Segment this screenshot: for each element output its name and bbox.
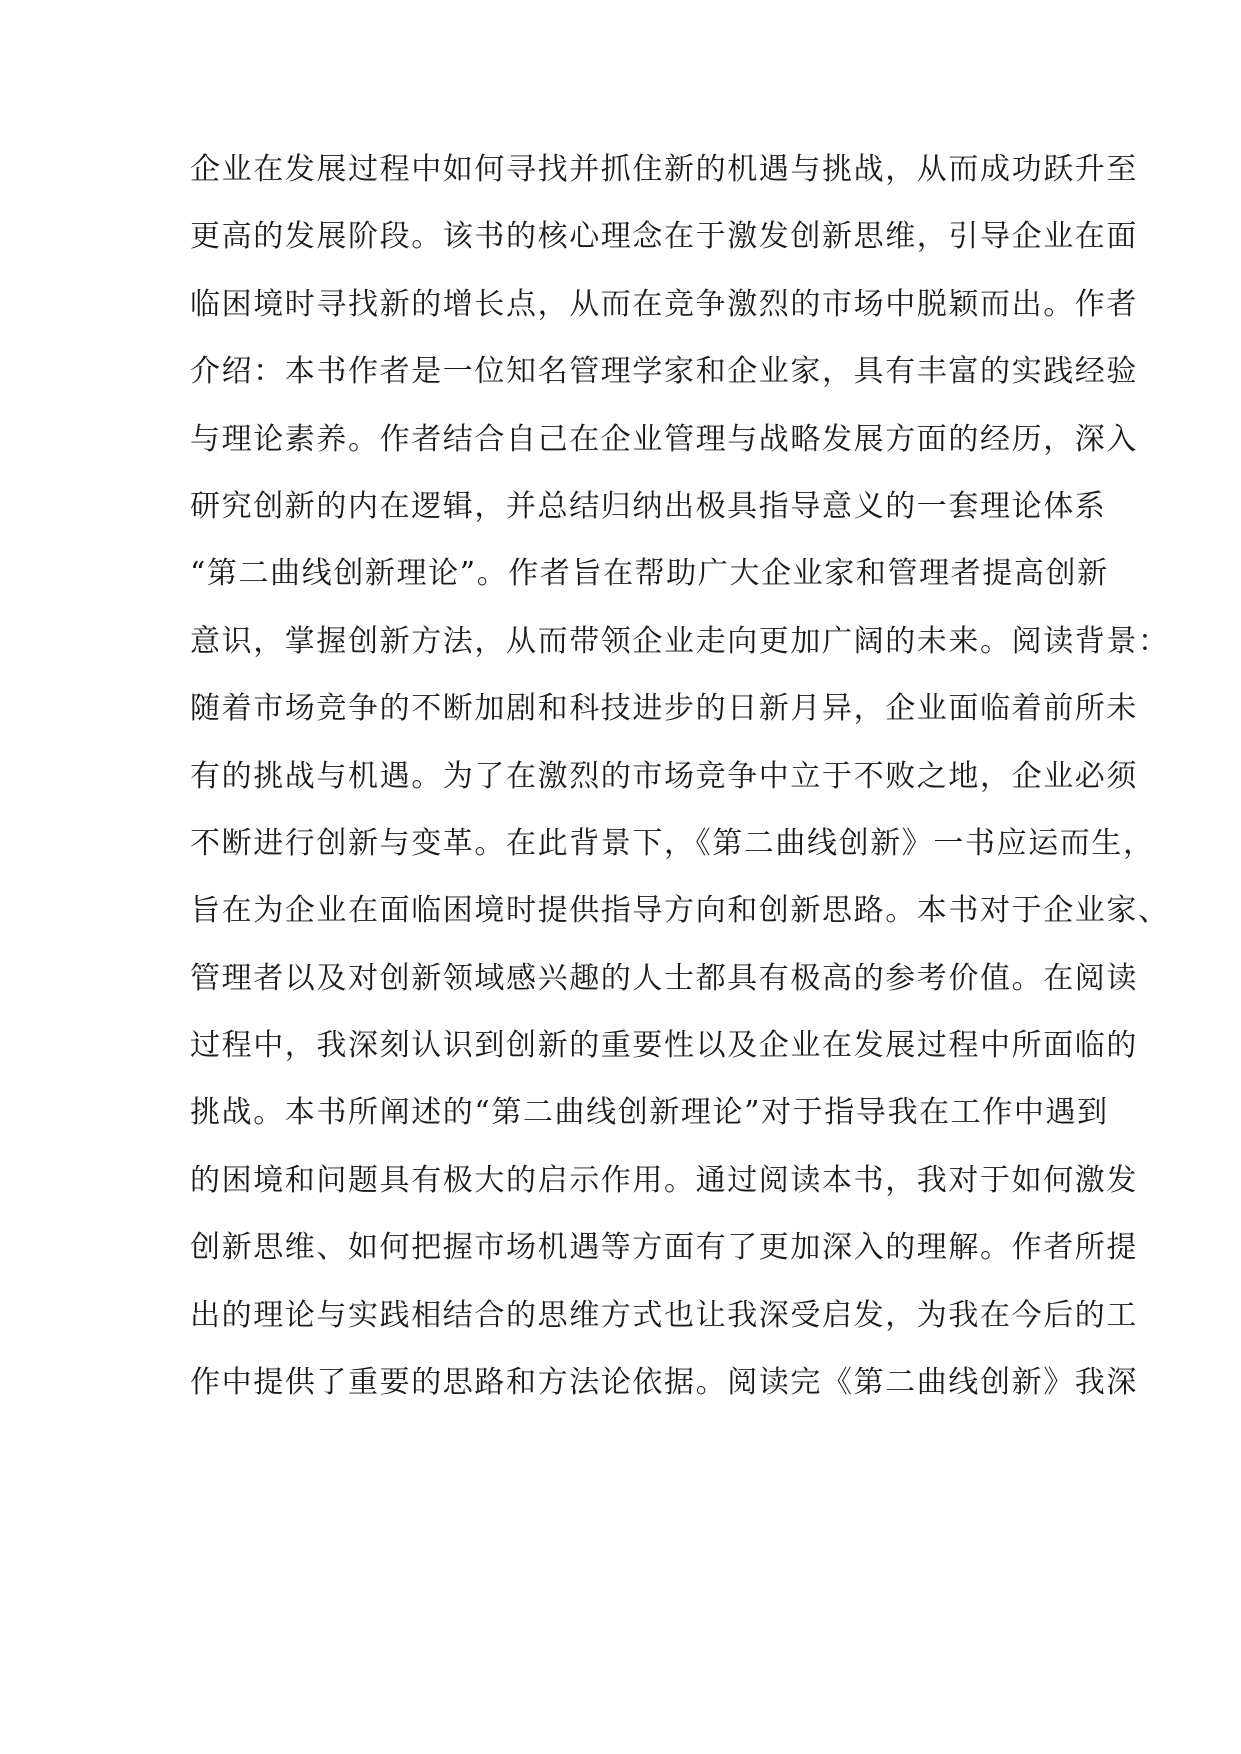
text-line: 不断进行创新与变革。在此背景下，《第二曲线创新》一书应运而生，: [190, 825, 1155, 861]
text-line: 出的理论与实践相结合的思维方式也让我深受启发，为我在今后的工: [190, 1297, 1138, 1333]
text-line: 介绍：本书作者是一位知名管理学家和企业家，具有丰富的实践经验: [190, 354, 1138, 390]
text-line: 创新思维、如何把握市场机遇等方面有了更加深入的理解。作者所提: [190, 1230, 1138, 1266]
text-line: 旨在为企业在面临困境时提供指导方向和创新思路。本书对于企业家、: [190, 893, 1170, 929]
text-line: 意识，掌握创新方法，从而带领企业走向更加广阔的未来。阅读背景：: [190, 623, 1170, 659]
text-line: 研究创新的内在逻辑，并总结归纳出极具指导意义的一套理论体系: [190, 488, 1107, 524]
text-line: 企业在发展过程中如何寻找并抓住新的机遇与挑战，从而成功跃升至: [190, 152, 1138, 187]
text-line: 有的挑战与机遇。为了在激烈的市场竞争中立于不败之地，企业必须: [190, 758, 1138, 794]
text-line: 随着市场竞争的不断加剧和科技进步的日新月异，企业面临着前所未: [190, 691, 1138, 727]
text-line: 更高的发展阶段。该书的核心理念在于激发创新思维，引导企业在面: [190, 219, 1138, 255]
text-line: 与理论素养。作者结合自己在企业管理与战略发展方面的经历，深入: [190, 421, 1138, 457]
text-line: 过程中，我深刻认识到创新的重要性以及企业在发展过程中所面临的: [190, 1028, 1138, 1064]
text-line: 管理者以及对创新领域感兴趣的人士都具有极高的参考价值。在阅读: [190, 960, 1138, 996]
text-line: 作中提供了重要的思路和方法论依据。阅读完《第二曲线创新》我深: [190, 1365, 1138, 1401]
body-text: [190, 146, 1170, 1426]
text-line: “第二曲线创新理论”。作者旨在帮助广大企业家和管理者提高创新: [190, 556, 1109, 592]
text-line: 的困境和问题具有极大的启示作用。通过阅读本书，我对于如何激发: [190, 1162, 1138, 1198]
text-line: 挑战。本书所阐述的“第二曲线创新理论”对于指导我在工作中遇到: [190, 1095, 1109, 1131]
text-line: 临困境时寻找新的增长点，从而在竞争激烈的市场中脱颖而出。作者: [190, 286, 1138, 322]
